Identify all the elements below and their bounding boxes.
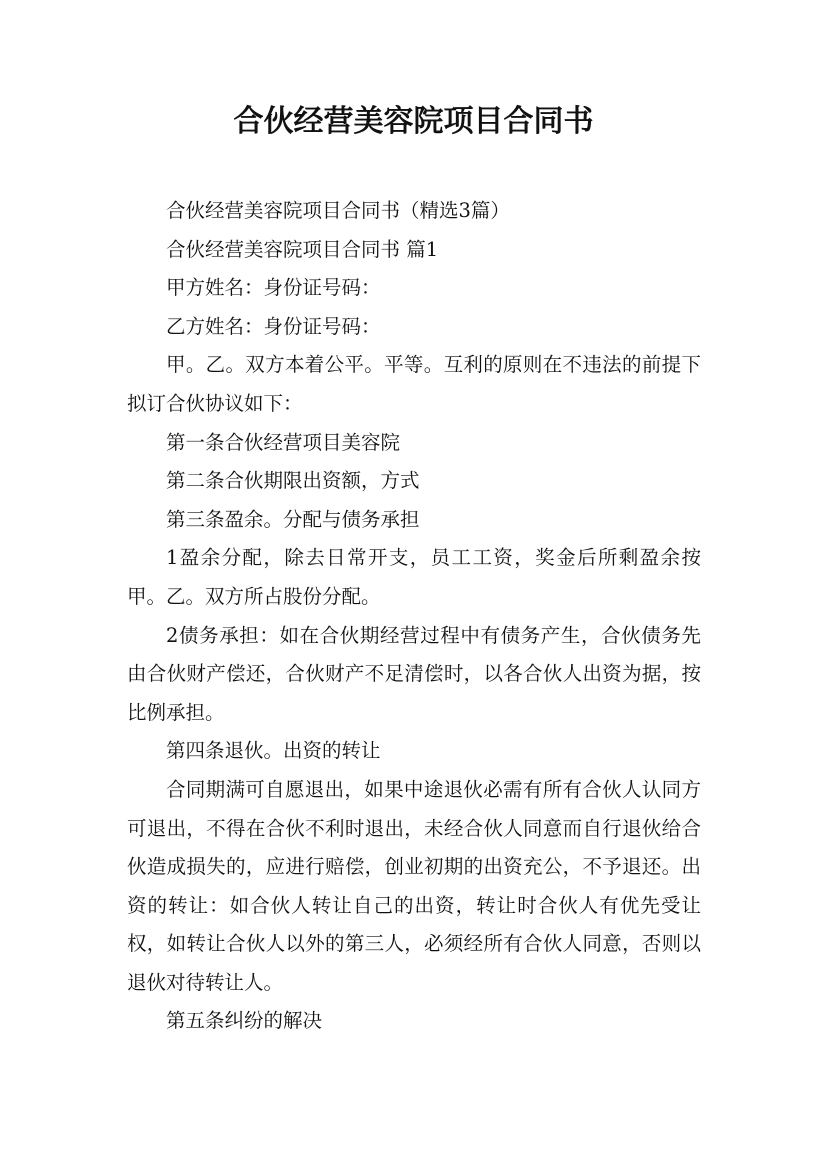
- article-4-body: 合同期满可自愿退出，如果中途退伙必需有所有合伙人认同方可退出，不得在合伙不利时退出，未经合伙人同意而自行退伙给合伙造成损失的，应进行赔偿，创业初期的出资充公，不予退还。出资的转让：如合伙人转让自己的出资，转让时合伙人有优先受让权，如转让合伙人以外的第三人，必须经所有合伙人同意，否则以退伙对待转让人。: [127, 777, 701, 994]
- article-1: 第一条合伙经营项目美容院: [166, 430, 401, 454]
- article-5: 第五条纠纷的解决: [166, 1009, 323, 1033]
- article-2: 第二条合伙期限出资额，方式: [166, 469, 420, 493]
- party-b-line: 乙方姓名：身份证号码：: [166, 314, 381, 338]
- document-title: 合伙经营美容院项目合同书: [233, 104, 594, 139]
- article-3: 第三条盈余。分配与债务承担: [166, 507, 420, 531]
- section-heading: 合伙经营美容院项目合同书 篇1: [166, 237, 439, 261]
- party-a-line: 甲方姓名：身份证号码：: [166, 276, 381, 300]
- article-4: 第四条退伙。出资的转让: [166, 739, 381, 763]
- document-body: [127, 192, 701, 1041]
- subtitle-paragraph: 合伙经营美容院项目合同书（精选3篇）: [166, 199, 510, 222]
- article-3-clause-2: 2债务承担：如在合伙期经营过程中有债务产生，合伙债务先由合伙财产偿还，合伙财产不足清偿时，以各合伙人出资为据，按比例承担。: [127, 623, 701, 724]
- preamble-paragraph: 甲。乙。双方本着公平。平等。互利的原则在不违法的前提下拟订合伙协议如下：: [127, 353, 701, 415]
- article-3-clause-1: 1盈余分配，除去日常开支，员工工资，奖金后所剩盈余按甲。乙。双方所占股份分配。: [127, 546, 701, 608]
